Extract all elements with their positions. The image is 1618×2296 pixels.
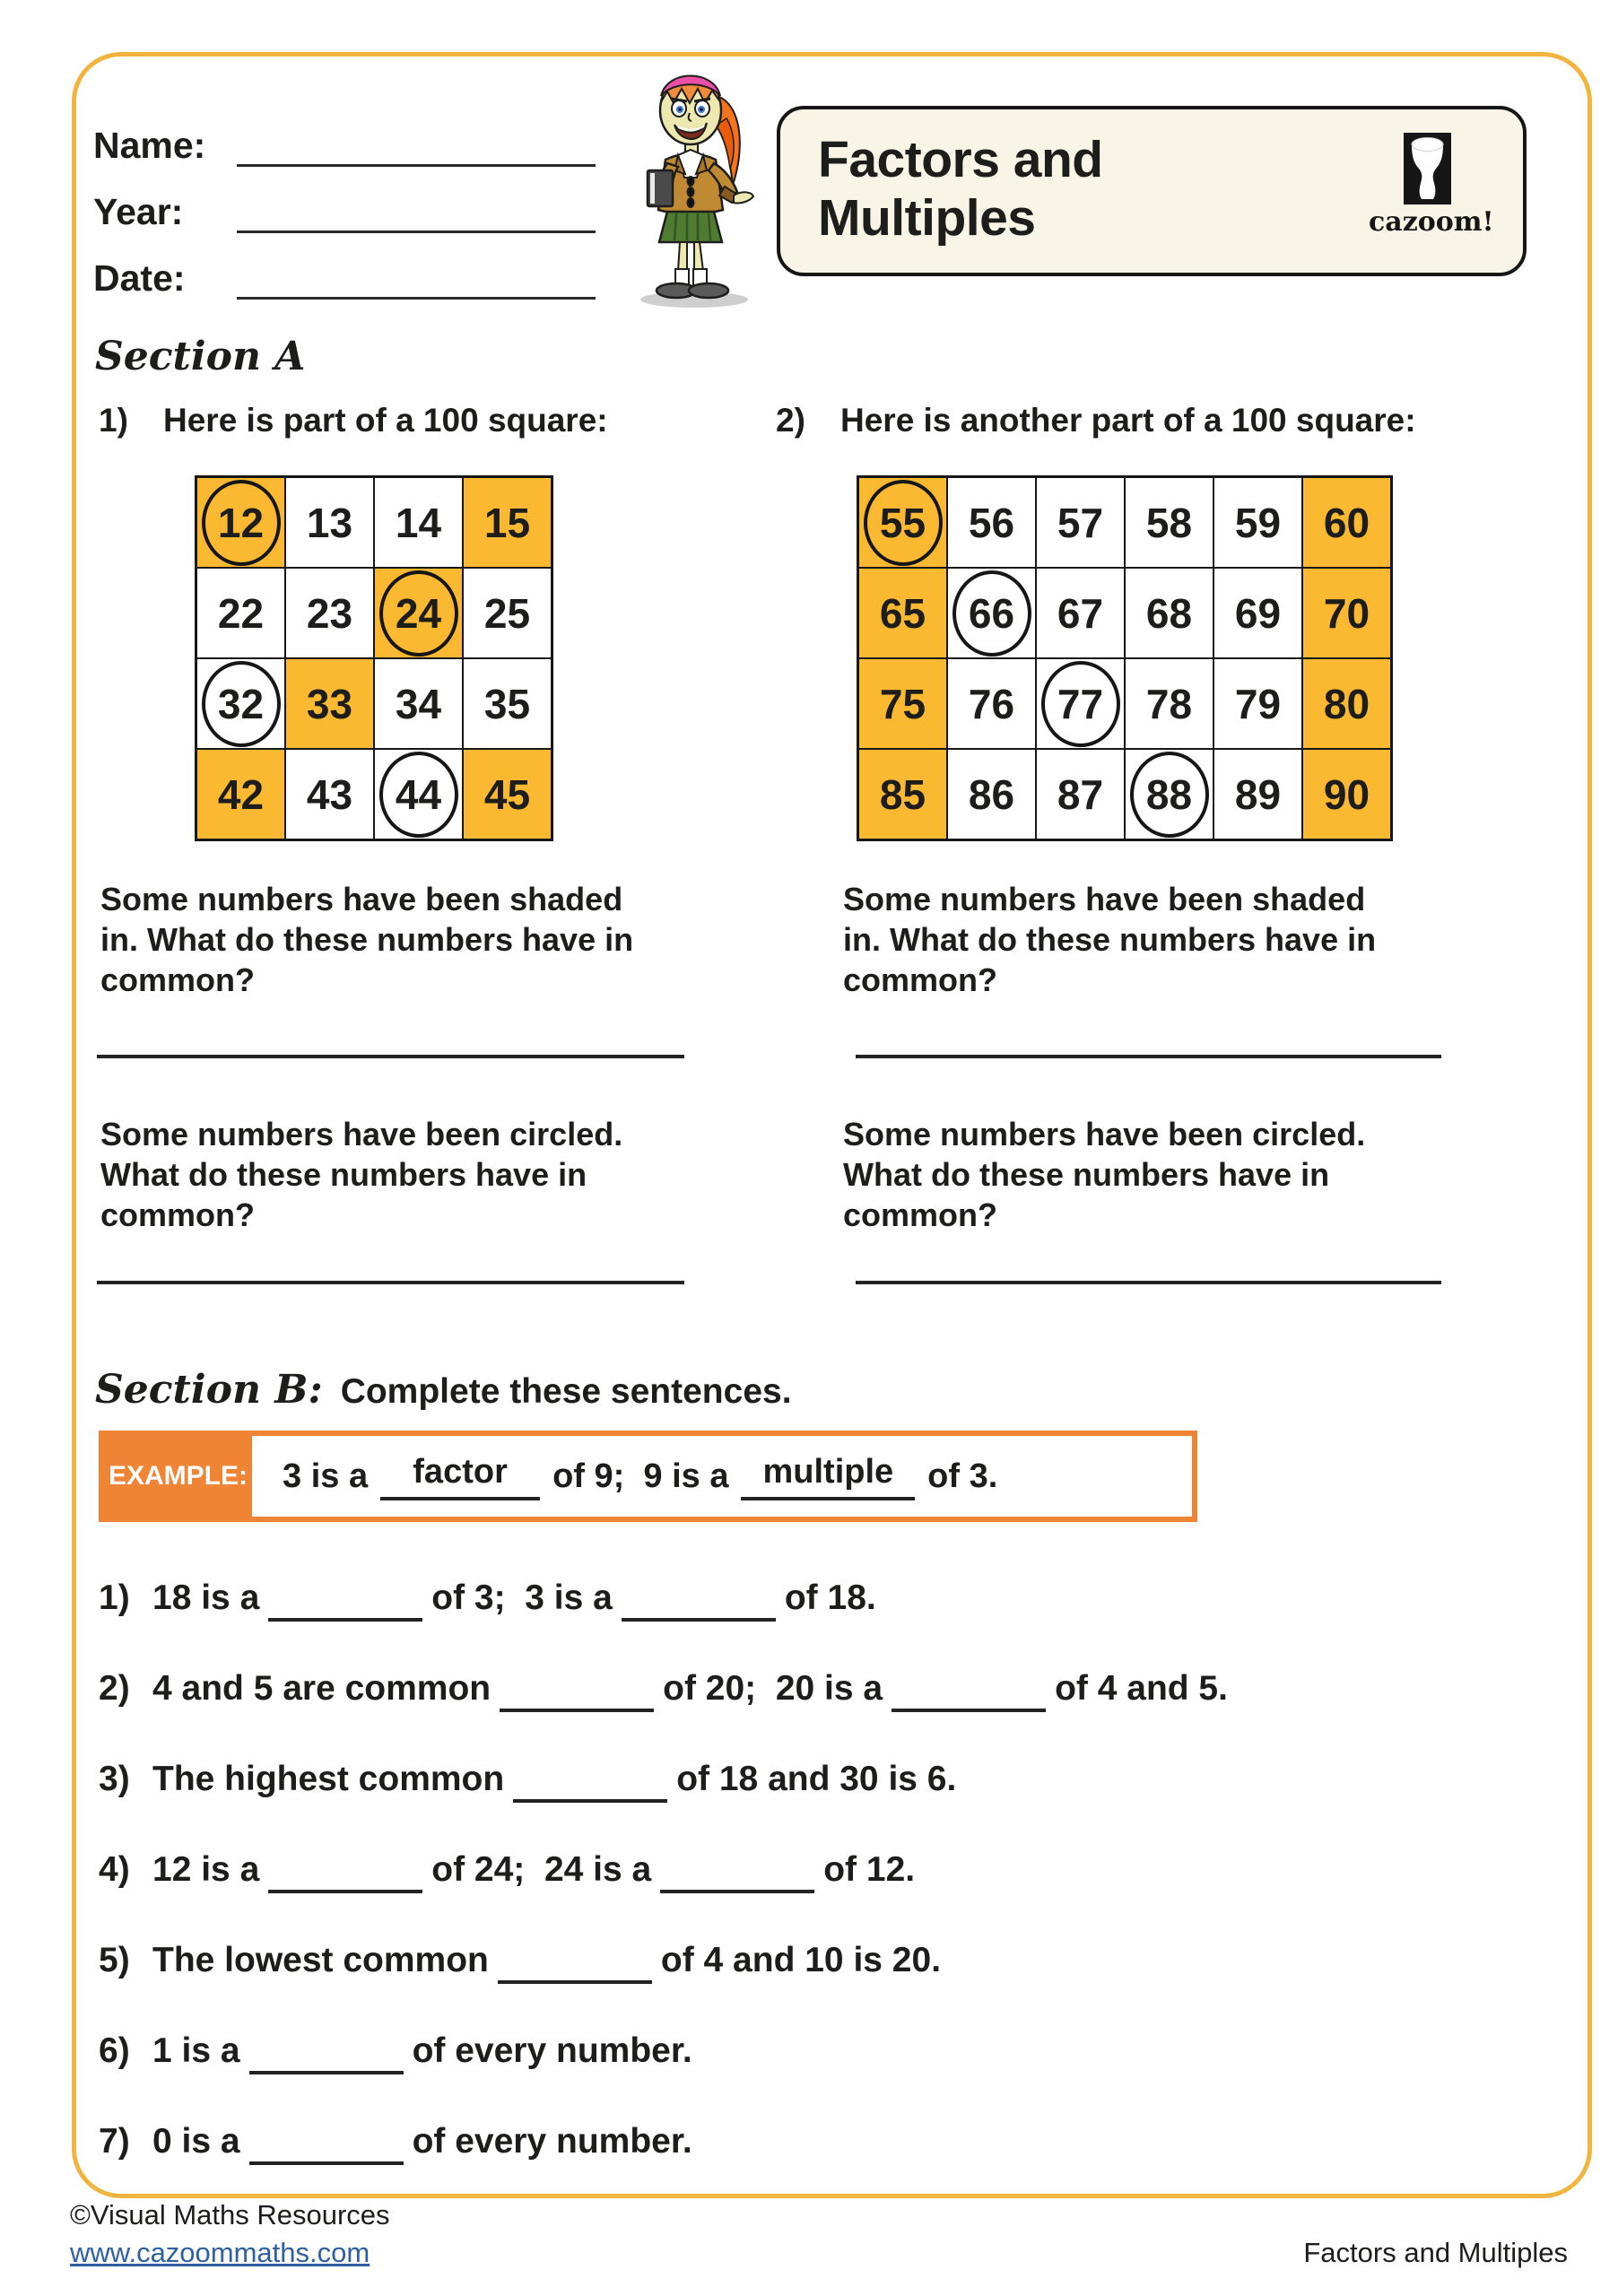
section-b-heading — [95, 1367, 792, 1413]
sentence-number: 6) — [99, 2031, 130, 2070]
title-box — [777, 106, 1527, 276]
grid-number: 35 — [483, 680, 531, 727]
grid-number: 33 — [306, 680, 353, 727]
brand-logo — [1369, 133, 1494, 238]
grid-cell-13 — [285, 477, 374, 568]
mascot-illustration — [626, 56, 768, 314]
grid-cell-70 — [1302, 568, 1391, 658]
grid-cell-59 — [1214, 477, 1302, 568]
grid-cell-42 — [196, 749, 285, 839]
section-b-title: Section B: — [95, 1367, 323, 1413]
grid-number: 75 — [879, 680, 926, 727]
grid-cell-80 — [1302, 658, 1391, 749]
date-line[interactable] — [237, 250, 596, 300]
sentence-text: of 9; 9 is a — [552, 1457, 729, 1495]
grid-cell-25 — [463, 568, 552, 658]
brand-name: cazoom! — [1369, 206, 1494, 238]
sentence-text: of 12. — [823, 1850, 916, 1889]
sentence-number: 5) — [99, 1941, 130, 1979]
grid-cell-45 — [463, 749, 552, 839]
schoolgirl-icon — [626, 56, 768, 314]
grid-cell-44 — [374, 749, 463, 839]
page-title — [818, 131, 1103, 248]
grid-number: 12 — [217, 499, 265, 546]
sentence-text: of 4 and 10 is 20. — [660, 1941, 942, 1979]
grid-number: 69 — [1234, 589, 1282, 637]
grid-number: 77 — [1057, 680, 1104, 727]
grid-number: 87 — [1057, 770, 1104, 818]
footer-document-title: Factors and Multiples — [1303, 2237, 1568, 2268]
grid-number: 55 — [879, 499, 926, 546]
sentence-number: 2) — [99, 1669, 130, 1708]
section-b-instruction: Complete these sentences. — [340, 1372, 792, 1411]
sentence-row — [99, 1758, 1534, 1848]
grid-number: 88 — [1145, 770, 1193, 818]
answer-blank[interactable] — [268, 1577, 422, 1622]
grid-cell-33 — [285, 658, 374, 749]
grid-cell-78 — [1125, 658, 1214, 749]
grid2-circled-prompt: Some numbers have been circled. What do these numbers have in common? — [843, 1116, 1366, 1233]
grid-cell-14 — [374, 477, 463, 568]
grid-number: 34 — [395, 680, 442, 727]
grid-number: 43 — [306, 770, 353, 818]
section-a-heading: Section A — [95, 334, 306, 379]
sentence-list — [99, 1577, 1534, 2211]
example-sentence — [252, 1436, 1192, 1517]
grid-number: 56 — [968, 499, 1015, 546]
grid-number: 22 — [217, 589, 265, 637]
grid-number: 42 — [217, 770, 265, 818]
footer-copyright: ©Visual Maths Resources — [70, 2199, 390, 2231]
grid-cell-57 — [1036, 477, 1125, 568]
question-2 — [776, 402, 1416, 439]
circle-mark — [379, 752, 458, 838]
answer-blank[interactable] — [249, 2030, 404, 2074]
grid-cell-58 — [1125, 477, 1214, 568]
grid-number: 60 — [1323, 499, 1370, 546]
question-2-text: Here is another part of a 100 square: — [840, 402, 1416, 439]
grid-cell-35 — [463, 658, 552, 749]
date-label: Date: — [93, 257, 186, 299]
example-label: EXAMPLE: — [108, 1461, 248, 1491]
footer-website-link[interactable]: www.cazoommaths.com — [70, 2237, 370, 2268]
year-field-row — [93, 167, 596, 233]
grid-number: 44 — [395, 770, 442, 818]
grid-number: 32 — [217, 680, 265, 727]
grid-number: 70 — [1323, 589, 1370, 637]
sentence-row — [99, 1577, 1534, 1667]
circle-mark — [953, 570, 1031, 657]
question-1-text: Here is part of a 100 square: — [163, 402, 608, 439]
name-field-row — [93, 100, 596, 167]
answer-blank[interactable] — [498, 1939, 652, 1984]
hundred-square-grid-2 — [857, 475, 1393, 841]
sentence-text: of 18. — [784, 1578, 876, 1617]
name-label: Name: — [93, 125, 206, 166]
circle-mark — [864, 480, 943, 566]
grid-number: 80 — [1323, 680, 1370, 727]
grid-cell-86 — [947, 749, 1036, 839]
circle-mark — [1130, 752, 1209, 838]
header-fields — [93, 100, 596, 300]
grid-number: 67 — [1057, 589, 1104, 637]
sentence-number: 4) — [99, 1850, 130, 1889]
grid-cell-69 — [1214, 568, 1302, 658]
answer-blank[interactable] — [513, 1758, 667, 1803]
grid-cell-66 — [947, 568, 1036, 658]
answer-blank[interactable] — [500, 1667, 654, 1712]
grid-cell-87 — [1036, 749, 1125, 839]
sentence-text: of 24; 24 is a — [431, 1850, 652, 1889]
grid-cell-85 — [858, 749, 947, 839]
sentence-number: 1) — [99, 1578, 130, 1617]
sentence-text: 0 is a — [152, 2122, 240, 2161]
grid-number: 45 — [483, 770, 531, 818]
grid-cell-34 — [374, 658, 463, 749]
grid-cell-24 — [374, 568, 463, 658]
grid-number: 23 — [306, 589, 353, 637]
answer-blank[interactable] — [622, 1577, 776, 1622]
circle-mark — [1041, 661, 1120, 747]
hundred-square-grid-1 — [195, 475, 553, 841]
grid-number: 15 — [483, 499, 531, 546]
grid-cell-55 — [858, 477, 947, 568]
sentence-text: 18 is a — [152, 1578, 260, 1617]
grid-cell-89 — [1214, 749, 1302, 839]
grid-cell-22 — [196, 568, 285, 658]
sentence-text: 3 is a — [283, 1457, 369, 1495]
djembe-drum-icon — [1404, 133, 1451, 204]
grid-number: 58 — [1145, 499, 1193, 546]
answer-blank[interactable] — [268, 1848, 422, 1893]
grid-cell-75 — [858, 658, 947, 749]
circle-mark — [379, 570, 458, 657]
grid-number: 25 — [483, 589, 531, 637]
sentence-text: 4 and 5 are common — [152, 1669, 491, 1708]
grid-number: 57 — [1057, 499, 1104, 546]
grid1-shaded-prompt: Some numbers have been shaded in. What do these numbers have in common? — [100, 881, 634, 998]
grid-number: 78 — [1145, 680, 1193, 727]
sentence-text: of 3. — [927, 1457, 998, 1495]
sentence-text: of every number. — [412, 2031, 692, 2070]
grid1-shaded-answer-line[interactable] — [97, 1055, 684, 1058]
grid-cell-76 — [947, 658, 1036, 749]
grid-number: 66 — [968, 589, 1015, 637]
grid-cell-65 — [858, 568, 947, 658]
grid-number: 76 — [968, 680, 1015, 727]
sentence-row — [99, 1667, 1534, 1758]
grid1-circled-prompt: Some numbers have been circled. What do these numbers have in common? — [100, 1116, 623, 1233]
grid-number: 68 — [1145, 589, 1193, 637]
grid-number: 24 — [395, 589, 442, 637]
sentence-text: 12 is a — [152, 1850, 260, 1889]
sentence-number: 3) — [99, 1760, 130, 1798]
sentence-text: 1 is a — [152, 2031, 240, 2070]
grid2-circled-answer-line[interactable] — [856, 1281, 1441, 1284]
sentence-text: The lowest common — [152, 1941, 489, 1979]
grid2-shaded-prompt: Some numbers have been shaded in. What do these numbers have in common? — [843, 881, 1377, 998]
sentence-row — [99, 1848, 1534, 1939]
grid2-shaded-answer-line[interactable] — [856, 1055, 1441, 1058]
answer-blank[interactable] — [249, 2120, 404, 2165]
grid-number: 86 — [968, 770, 1015, 818]
circle-mark — [202, 661, 281, 747]
grid-cell-56 — [947, 477, 1036, 568]
example-answer: factor — [380, 1453, 540, 1500]
grid-cell-15 — [463, 477, 552, 568]
circle-mark — [202, 480, 281, 566]
sentence-text: of 18 and 30 is 6. — [676, 1760, 957, 1798]
grid-number: 90 — [1323, 770, 1370, 818]
date-field-row — [93, 233, 596, 300]
sentence-text: of every number. — [412, 2122, 692, 2161]
sentence-row — [99, 2120, 1534, 2211]
sentence-row — [99, 2030, 1534, 2120]
grid1-circled-answer-line[interactable] — [97, 1281, 684, 1284]
question-1-number: 1) — [99, 402, 128, 439]
page-title-line1: Factors and — [818, 131, 1103, 188]
page-title-line2: Multiples — [818, 189, 1036, 247]
example-answer: multiple — [741, 1453, 915, 1500]
sentence-text: of 4 and 5. — [1055, 1669, 1228, 1708]
sentence-text: of 20; 20 is a — [663, 1669, 883, 1708]
sentence-text: of 3; 3 is a — [431, 1578, 613, 1617]
grid-number: 59 — [1234, 499, 1282, 546]
grid-cell-77 — [1036, 658, 1125, 749]
year-line[interactable] — [237, 184, 596, 233]
grid-number: 85 — [879, 770, 926, 818]
grid-cell-90 — [1302, 749, 1391, 839]
sentence-text: The highest common — [152, 1760, 505, 1798]
sentence-number: 7) — [99, 2122, 130, 2161]
answer-blank[interactable] — [892, 1667, 1046, 1712]
grid-cell-23 — [285, 568, 374, 658]
grid-number: 13 — [306, 499, 353, 546]
grid-cell-88 — [1125, 749, 1214, 839]
example-box — [99, 1431, 1197, 1522]
name-line[interactable] — [237, 117, 596, 167]
grid-cell-43 — [285, 749, 374, 839]
grid-cell-12 — [196, 477, 285, 568]
question-1 — [99, 402, 608, 439]
grid-cell-67 — [1036, 568, 1125, 658]
year-label: Year: — [93, 191, 184, 232]
question-2-number: 2) — [776, 402, 805, 439]
grid-cell-79 — [1214, 658, 1302, 749]
grid-cell-32 — [196, 658, 285, 749]
answer-blank[interactable] — [660, 1848, 814, 1893]
grid-cell-60 — [1302, 477, 1391, 568]
grid-number: 79 — [1234, 680, 1282, 727]
grid-cell-68 — [1125, 568, 1214, 658]
grid-number: 89 — [1234, 770, 1282, 818]
grid-number: 65 — [879, 589, 926, 637]
grid-number: 14 — [395, 499, 442, 546]
sentence-row — [99, 1939, 1534, 2030]
